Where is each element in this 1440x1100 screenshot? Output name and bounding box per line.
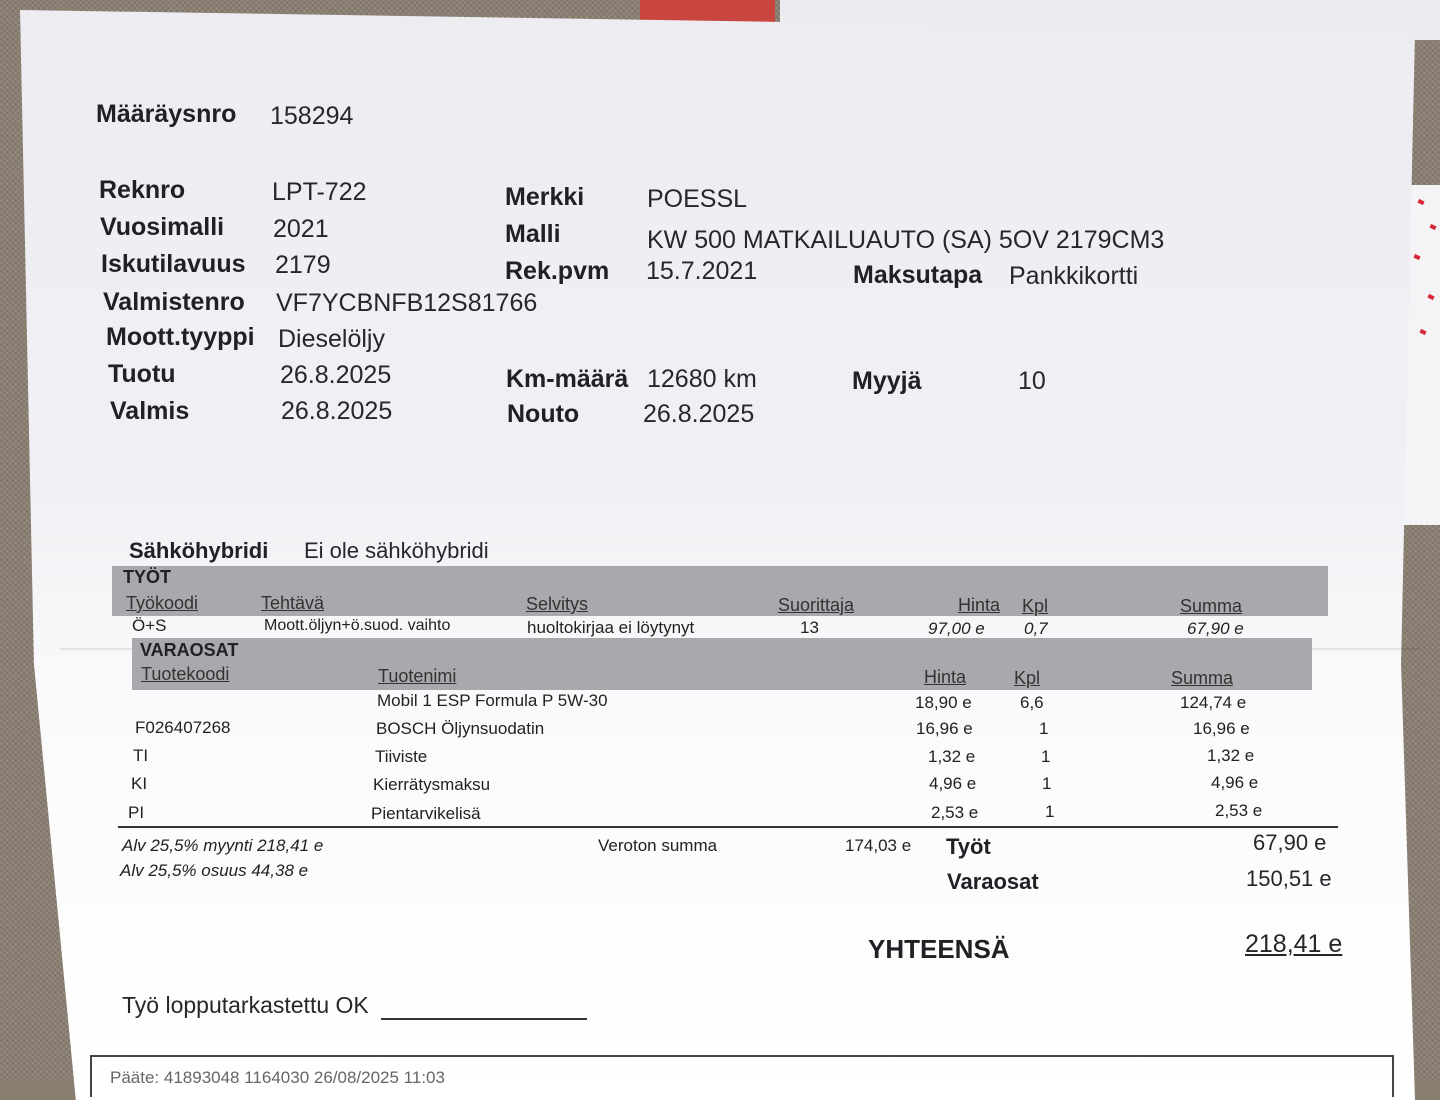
order-label: Määräysnro — [96, 100, 237, 128]
part-row-5-name: Pientarvikelisä — [371, 804, 481, 823]
work-row-qty: 0,7 — [1024, 619, 1048, 638]
displacement-value: 2179 — [275, 251, 331, 279]
engine-label: Moott.tyyppi — [106, 323, 255, 351]
part-row-5-price: 2,53 e — [931, 803, 979, 822]
work-row-code: Ö+S — [132, 616, 167, 635]
work-row-note: huoltokirjaa ei löytynyt — [527, 618, 695, 637]
part-row-3-code: TI — [133, 746, 149, 765]
year-value: 2021 — [273, 215, 329, 243]
totals-divider — [118, 826, 1338, 828]
displacement-label: Iskutilavuus — [101, 250, 246, 278]
red-mark — [1427, 294, 1434, 300]
part-row-4-price: 4,96 e — [929, 774, 977, 793]
work-total-label: Työt — [946, 834, 991, 859]
part-row-1-price: 18,90 e — [915, 693, 972, 712]
red-mark — [1417, 199, 1424, 205]
work-row-sum: 67,90 e — [1187, 619, 1244, 638]
pickup-label: Nouto — [507, 400, 580, 428]
work-col-qty: Kpl — [1022, 596, 1049, 616]
part-row-1-sum: 124,74 e — [1180, 693, 1247, 712]
pickup-value: 26.8.2025 — [643, 400, 755, 428]
km-value: 12680 km — [647, 365, 757, 393]
make-label: Merkki — [505, 183, 585, 211]
work-col-by: Suorittaja — [778, 595, 855, 615]
part-row-3-price: 1,32 e — [928, 747, 976, 766]
signature-line — [381, 1018, 587, 1020]
vat-sales: Alv 25,5% myynti 218,41 e — [122, 836, 324, 855]
model-label: Malli — [505, 220, 561, 248]
grand-total-value: 218,41 e — [1245, 930, 1343, 958]
vin-label: Valmistenro — [103, 288, 245, 316]
work-col-sum: Summa — [1180, 596, 1243, 616]
parts-col-sum: Summa — [1171, 668, 1234, 688]
work-col-note: Selvitys — [526, 594, 589, 614]
terminal-line: Pääte: 41893048 1164030 26/08/2025 11:03 — [110, 1068, 445, 1087]
model-value: KW 500 MATKAILUAUTO (SA) 5OV 2179CM3 — [647, 226, 1165, 254]
part-row-3-qty: 1 — [1041, 747, 1051, 766]
red-mark — [1413, 254, 1420, 260]
work-col-price: Hinta — [958, 595, 1001, 615]
vin-value: VF7YCBNFB12S81766 — [276, 289, 538, 317]
part-row-3-sum: 1,32 e — [1207, 746, 1255, 765]
parts-col-name: Tuotenimi — [378, 666, 457, 686]
ready-value: 26.8.2025 — [281, 397, 393, 425]
part-row-5-qty: 1 — [1045, 802, 1055, 821]
work-total-value: 67,90 e — [1253, 830, 1327, 855]
order-value: 158294 — [270, 102, 354, 130]
seller-label: Myyjä — [852, 367, 922, 395]
seller-value: 10 — [1018, 367, 1046, 395]
part-row-1-name: Mobil 1 ESP Formula P 5W-30 — [377, 691, 608, 710]
work-col-code: Työkoodi — [126, 593, 199, 613]
hybrid-value: Ei ole sähköhybridi — [304, 538, 489, 563]
rek-label: Reknro — [99, 176, 186, 204]
parts-total-label: Varaosat — [947, 869, 1039, 894]
part-row-1-qty: 6,6 — [1020, 693, 1044, 712]
grand-total-label: YHTEENSÄ — [868, 934, 1010, 964]
work-row-task: Moott.öljyn+ö.suod. vaihto — [264, 617, 451, 634]
part-row-2-name: BOSCH Öljynsuodatin — [376, 719, 545, 738]
part-row-4-code: KI — [131, 774, 148, 793]
red-mark — [1419, 329, 1426, 335]
parts-header-bar — [132, 638, 1312, 690]
engine-value: Dieselöljy — [278, 325, 385, 353]
net-sum-label: Veroton summa — [598, 836, 718, 855]
make-value: POESSL — [647, 185, 748, 213]
part-row-2-sum: 16,96 e — [1193, 719, 1250, 738]
year-label: Vuosimalli — [100, 213, 225, 241]
red-mark — [1429, 224, 1436, 230]
part-row-5-sum: 2,53 e — [1215, 801, 1263, 820]
ready-label: Valmis — [110, 397, 190, 425]
work-row-price: 97,00 e — [928, 619, 985, 638]
part-row-2-code: F026407268 — [135, 718, 231, 737]
parts-section-title: VARAOSAT — [140, 640, 239, 660]
part-row-3-name: Tiiviste — [375, 747, 428, 766]
payment-label: Maksutapa — [853, 261, 983, 289]
hybrid-label: Sähköhybridi — [129, 538, 269, 563]
part-row-4-name: Kierrätysmaksu — [373, 775, 491, 794]
parts-col-qty: Kpl — [1014, 668, 1041, 688]
arrived-value: 26.8.2025 — [280, 361, 392, 389]
work-row-by: 13 — [800, 618, 819, 637]
parts-total-value: 150,51 e — [1246, 866, 1332, 891]
work-col-task: Tehtävä — [261, 593, 325, 613]
regdate-label: Rek.pvm — [505, 257, 610, 285]
part-row-4-qty: 1 — [1042, 774, 1052, 793]
red-card-edge — [640, 0, 775, 22]
rek-value: LPT-722 — [272, 178, 367, 206]
arrived-label: Tuotu — [108, 360, 176, 388]
net-sum-value: 174,03 e — [845, 836, 912, 855]
work-section-title: TYÖT — [123, 567, 171, 587]
vat-share: Alv 25,5% osuus 44,38 e — [120, 861, 309, 880]
part-row-2-qty: 1 — [1039, 719, 1049, 738]
km-label: Km-määrä — [506, 365, 629, 393]
regdate-value: 15.7.2021 — [646, 257, 758, 285]
payment-value: Pankkikortti — [1009, 262, 1139, 290]
parts-col-price: Hinta — [924, 667, 967, 687]
part-row-2-price: 16,96 e — [916, 719, 973, 738]
part-row-5-code: PI — [128, 803, 145, 822]
final-check-label: Työ lopputarkastettu OK — [122, 992, 369, 1018]
parts-col-code: Tuotekoodi — [141, 664, 230, 684]
part-row-4-sum: 4,96 e — [1211, 773, 1259, 792]
